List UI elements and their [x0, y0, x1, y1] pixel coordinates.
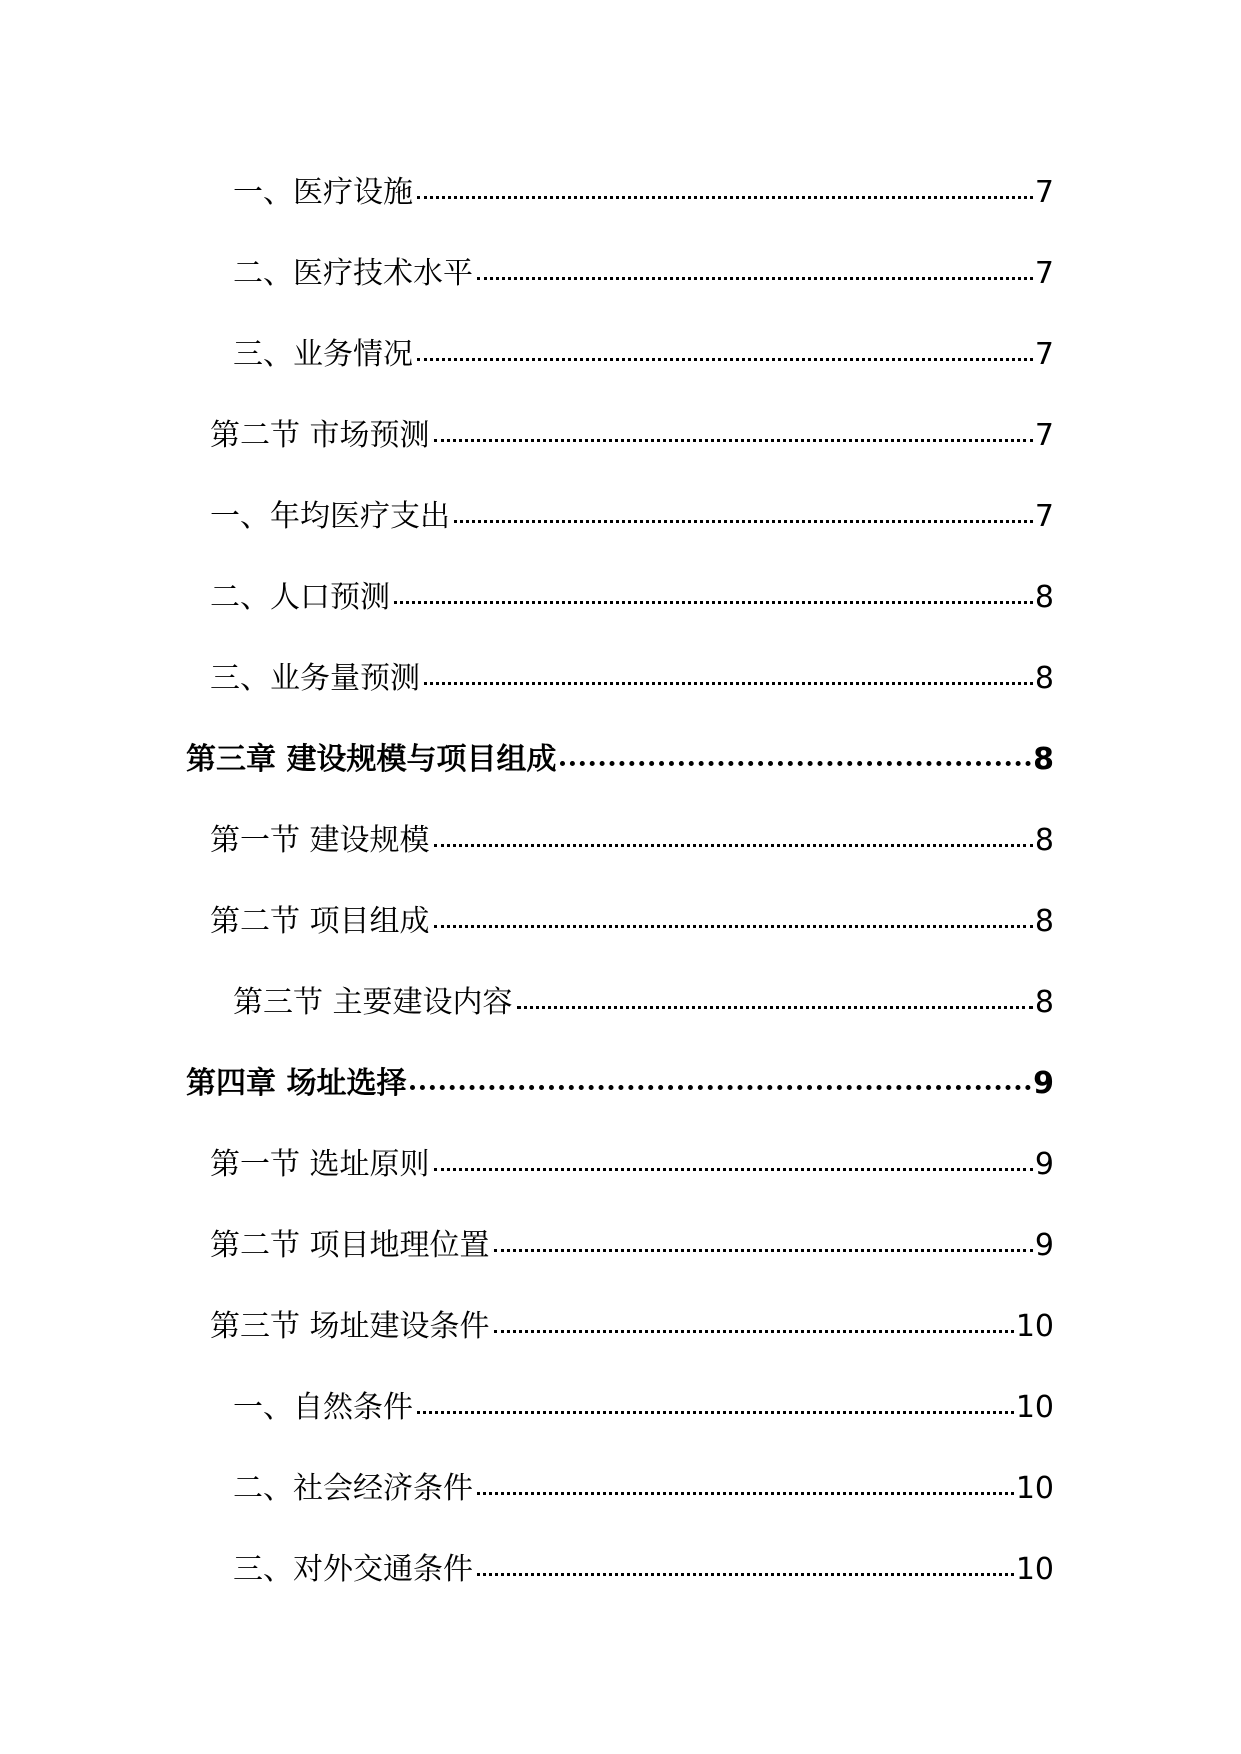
- toc-entry-page: 8: [1034, 823, 1054, 858]
- toc-leader-dots: [494, 1249, 1033, 1252]
- toc-entry-title: 第二节 市场预测: [210, 418, 430, 453]
- toc-entry-page: 10: [1015, 1390, 1054, 1425]
- toc-entry-title: 二、社会经济条件: [233, 1471, 473, 1506]
- toc-entry-socioeconomic-conditions[interactable]: [233, 1464, 1054, 1514]
- toc-leader-dots: [417, 358, 1033, 361]
- toc-leader-dots: [417, 196, 1033, 199]
- toc-entry-project-location[interactable]: [210, 1221, 1054, 1271]
- toc-entry-page: 8: [1034, 661, 1054, 696]
- toc-entry-medical-technology[interactable]: [233, 249, 1054, 299]
- toc-entry-construction-scale[interactable]: [210, 816, 1054, 866]
- toc-entry-page: 8: [1034, 904, 1054, 939]
- toc-leader-dots: [417, 1411, 1014, 1414]
- toc-entry-title: 三、对外交通条件: [233, 1552, 473, 1587]
- toc-entry-page: 7: [1034, 499, 1054, 534]
- toc-entry-title: 二、人口预测: [210, 580, 390, 615]
- toc-entry-title: 第一节 建设规模: [210, 823, 430, 858]
- toc-entry-page: 7: [1034, 337, 1054, 372]
- toc-entry-title: 三、业务量预测: [210, 661, 420, 696]
- toc-entry-business-status[interactable]: [233, 330, 1054, 380]
- toc-leader-dots: [517, 1006, 1033, 1009]
- toc-entry-page: 7: [1034, 418, 1054, 453]
- toc-entry-title: 第二节 项目地理位置: [210, 1228, 490, 1263]
- toc-entry-title: 一、医疗设施: [233, 175, 413, 210]
- toc-entry-medical-facilities[interactable]: [233, 168, 1054, 218]
- toc-entry-page: 10: [1015, 1552, 1054, 1587]
- toc-entry-external-transport-conditions[interactable]: [233, 1545, 1054, 1595]
- toc-entry-page: 8: [1034, 985, 1054, 1020]
- toc-entry-page: 7: [1034, 175, 1054, 210]
- toc-entry-page: 7: [1034, 256, 1054, 291]
- toc-entry-page: 10: [1015, 1471, 1054, 1506]
- toc-leader-dots: [410, 1085, 1031, 1090]
- toc-entry-main-construction-content[interactable]: [233, 978, 1054, 1028]
- toc-entry-annual-medical-expenditure[interactable]: [210, 492, 1054, 542]
- toc-leader-dots: [477, 1573, 1014, 1576]
- toc-leader-dots: [434, 844, 1033, 847]
- toc-entry-title: 一、年均医疗支出: [210, 499, 450, 534]
- toc-entry-title: 第四章 场址选择: [186, 1066, 407, 1101]
- toc-entry-population-forecast[interactable]: [210, 573, 1054, 623]
- toc-entry-title: 第三节 场址建设条件: [210, 1309, 490, 1344]
- toc-entry-project-composition[interactable]: [210, 897, 1054, 947]
- toc-entry-page: 9: [1034, 1147, 1054, 1182]
- toc-entry-title: 第三章 建设规模与项目组成: [186, 742, 557, 777]
- toc-leader-dots: [494, 1330, 1014, 1333]
- toc-entry-page: 9: [1033, 1066, 1054, 1101]
- toc-entry-page: 8: [1033, 742, 1054, 777]
- toc-leader-dots: [424, 682, 1033, 685]
- toc-entry-market-forecast[interactable]: [210, 411, 1054, 461]
- toc-leader-dots: [394, 601, 1033, 604]
- toc-entry-title: 二、医疗技术水平: [233, 256, 473, 291]
- toc-leader-dots: [434, 1168, 1033, 1171]
- toc-leader-dots: [477, 277, 1033, 280]
- toc-entry-title: 第一节 选址原则: [210, 1147, 430, 1182]
- toc-entry-business-volume-forecast[interactable]: [210, 654, 1054, 704]
- toc-entry-page: 8: [1034, 580, 1054, 615]
- toc-entry-title: 第二节 项目组成: [210, 904, 430, 939]
- toc-entry-natural-conditions[interactable]: [233, 1383, 1054, 1433]
- toc-entry-title: 一、自然条件: [233, 1390, 413, 1425]
- toc-entry-title: 第三节 主要建设内容: [233, 985, 513, 1020]
- toc-leader-dots: [477, 1492, 1014, 1495]
- toc-chapter-3[interactable]: [186, 735, 1054, 785]
- toc-entry-site-construction-conditions[interactable]: [210, 1302, 1054, 1352]
- toc-entry-page: 10: [1015, 1309, 1054, 1344]
- toc-entry-site-selection-principles[interactable]: [210, 1140, 1054, 1190]
- toc-chapter-4[interactable]: [186, 1059, 1054, 1109]
- toc-leader-dots: [434, 439, 1033, 442]
- toc-leader-dots: [454, 520, 1033, 523]
- toc-leader-dots: [434, 925, 1033, 928]
- toc-leader-dots: [560, 761, 1031, 766]
- toc-entry-title: 三、业务情况: [233, 337, 413, 372]
- toc-entry-page: 9: [1034, 1228, 1054, 1263]
